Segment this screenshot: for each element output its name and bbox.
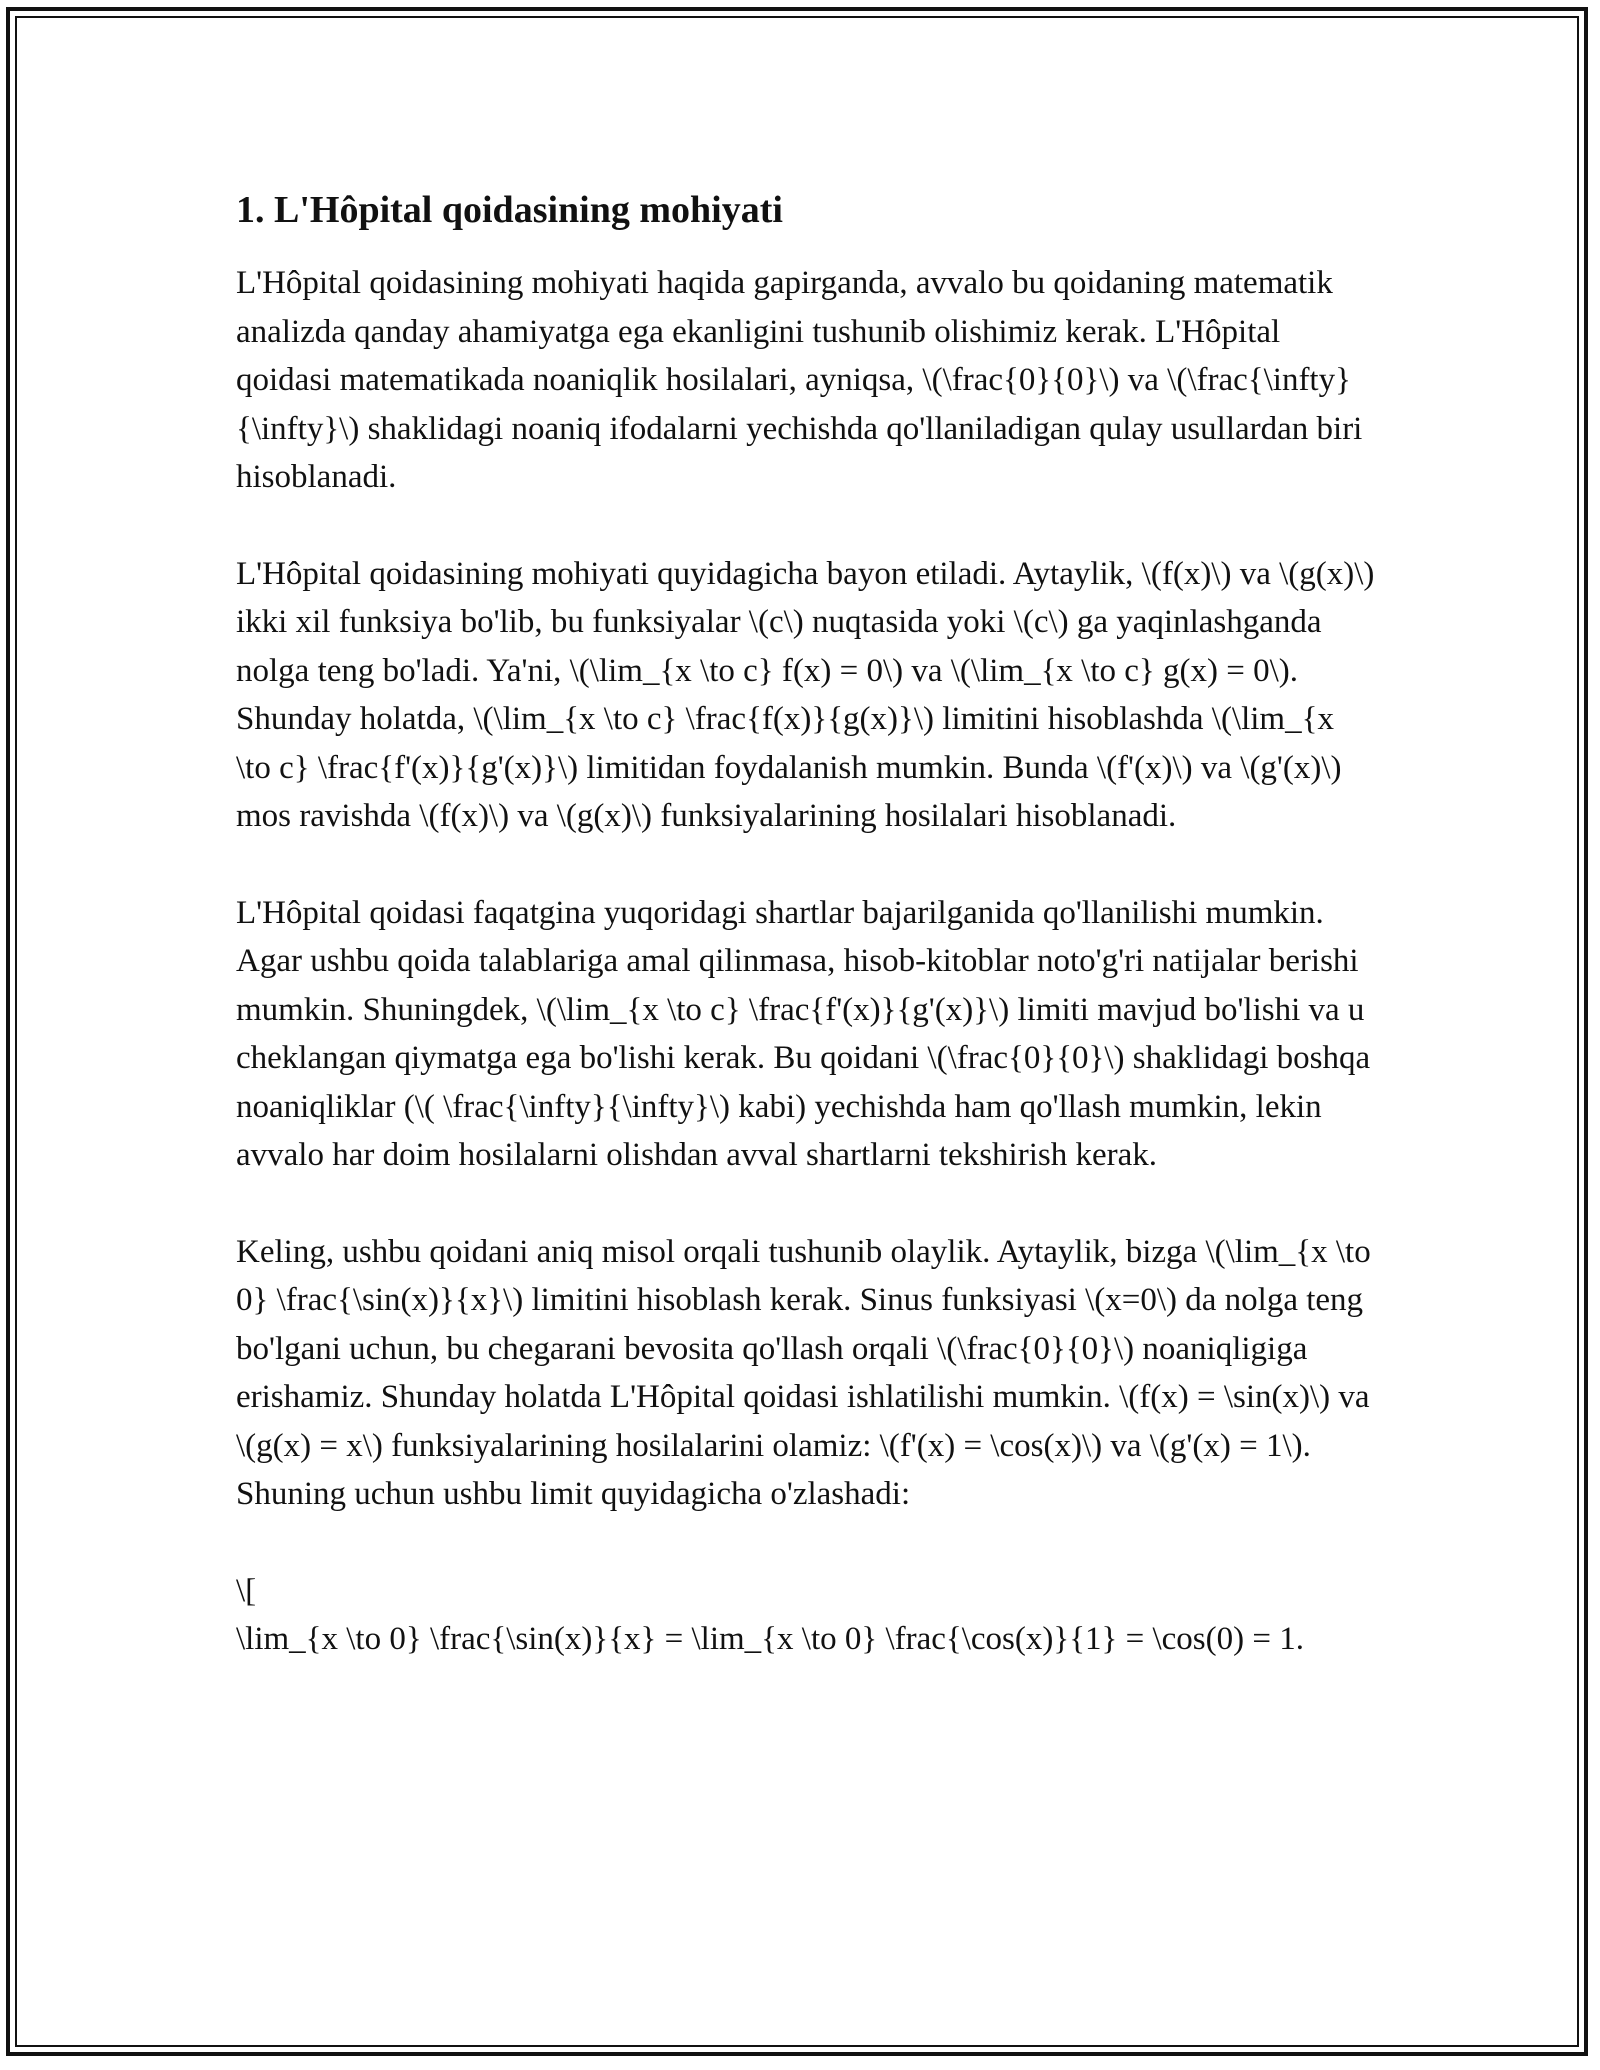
paragraph-example: Keling, ushbu qoidani aniq misol orqali tushunib olaylik. Aytaylik, bizga \(\lim_{x \to 0} \frac{\sin(x)}{x}\) limitini hisoblash kerak. Sinus funksiyasi \(x=0\) da nolga teng bo'lgani uchun, bu chegarani bevosita qo'llash orqali \(\frac{0}{0}\) noaniqligiga erishamiz. Shunday holatda L'Hôpital qoidasi ishlatilishi mumkin. \(f(x) = \sin(x)\) va \(g(x) = x\) funksiyalarining hosilalarini olamiz: \(f'(x) = \cos(x)\) va \(g'(x) = 1\). Shuning uchun ushbu limit quyidagicha o'zlashadi: — [236, 1233, 1371, 1512]
section-heading: 1. L'Hôpital qoidasining mohiyati — [236, 189, 783, 231]
math-block-expression: \lim_{x \to 0} \frac{\sin(x)}{x} = \lim_{x \to 0} \frac{\cos(x)}{1} = \cos(0) = 1. — [236, 1621, 1304, 1657]
paragraph-conditions: L'Hôpital qoidasi faqatgina yuqoridagi shartlar bajarilganida qo'llanilishi mumkin. Agar ushbu qoida talablariga amal qilinmasa, hisob-kitoblar noto'g'ri natijalar berishi mumkin. Shuningdek, \(\lim_{x \to c} \frac{f'(x)}{g'(x)}\) limiti mavjud bo'lishi va u cheklangan qiymatga ega bo'lishi kerak. Bu qoidani \(\frac{0}{0}\) shaklidagi boshqa noaniqliklar (\( \frac{\infty}{\infty}\) kabi) yechishda ham qo'llash mumkin, lekin avvalo har doim hosilalarni olishdan avval shartlarni tekshirish kerak. — [236, 894, 1371, 1173]
document-body — [236, 186, 1376, 1664]
math-block — [236, 1567, 1376, 1664]
paragraph-intro: L'Hôpital qoidasining mohiyati haqida gapirganda, avvalo bu qoidaning matematik analizda qanday ahamiyatga ega ekanligini tushunib olishimiz kerak. L'Hôpital qoidasi matematikada noaniqlik hosilalari, ayniqsa, \(\frac{0}{0}\) va \(\frac{\infty}{\infty}\) shaklidagi noaniq ifodalarni yechishda qo'llaniladigan qulay usullardan biri hisoblanadi. — [236, 265, 1363, 495]
math-block-open: \[ — [236, 1572, 257, 1609]
paragraph-definition: L'Hôpital qoidasining mohiyati quyidagicha bayon etiladi. Aytaylik, \(f(x)\) va \(g(x)\) ikki xil funksiya bo'lib, bu funksiyalar \(c\) nuqtasida yoki \(c\) ga yaqinlashganda nolga teng bo'ladi. Ya'ni, \(\lim_{x \to c} f(x) = 0\) va \(\lim_{x \to c} g(x) = 0\). Shunday holatda, \(\lim_{x \to c} \frac{f(x)}{g(x)}\) limitini hisoblashda \(\lim_{x \to c} \frac{f'(x)}{g'(x)}\) limitidan foydalanish mumkin. Bunda \(f'(x)\) va \(g'(x)\) mos ravishda \(f(x)\) va \(g(x)\) funksiyalarining hosilalari hisoblanadi. — [236, 555, 1375, 834]
